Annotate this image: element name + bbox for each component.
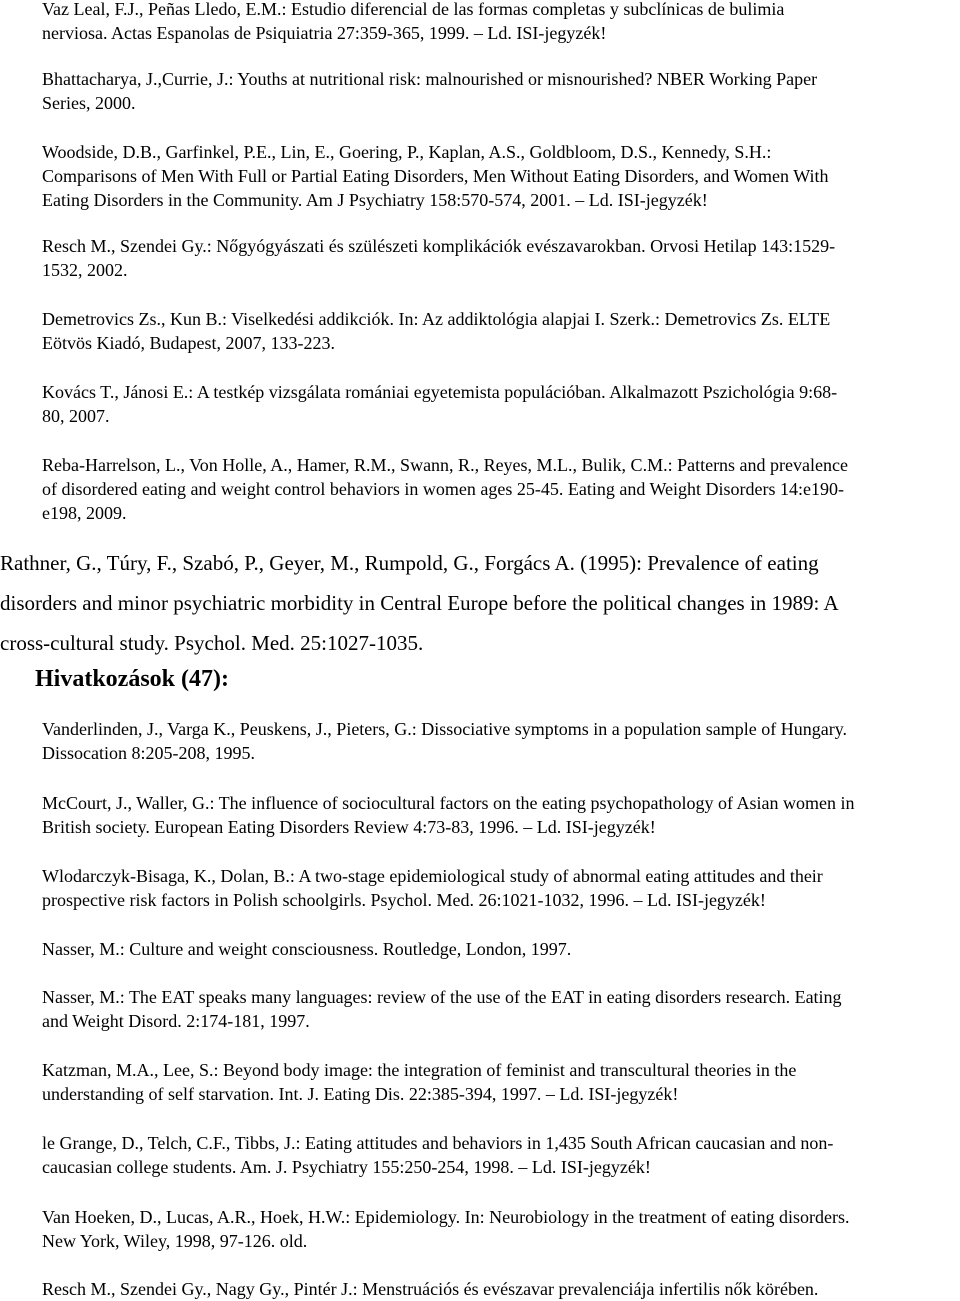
citation-line: disorders and minor psychiatric morbidity in Central Europe before the political changes in 1989: A — [0, 591, 839, 615]
reference-line: Nasser, M.: The EAT speaks many languages: review of the use of the EAT in eating disorders research. Eating — [42, 987, 842, 1007]
reference-entry — [42, 937, 960, 961]
reference-entry — [42, 1205, 960, 1253]
reference-line: le Grange, D., Telch, C.F., Tibbs, J.: Eating attitudes and behaviors in 1,435 South African caucasian and non- — [42, 1133, 834, 1153]
reference-line: Dissocation 8:205-208, 1995. — [42, 743, 255, 763]
reference-line: Vaz Leal, F.J., Peñas Lledo, E.M.: Estudio diferencial de las formas completas y subclínicas de bulimia — [42, 0, 785, 19]
reference-line: Kovács T., Jánosi E.: A testkép vizsgálata romániai egyetemista populációban. Alkalmazott Pszichológia 9:68- — [42, 382, 838, 402]
reference-line: British society. European Eating Disorders Review 4:73-83, 1996. – Ld. ISI-jegyzék! — [42, 817, 656, 837]
reference-line: Bhattacharya, J.,Currie, J.: Youths at nutritional risk: malnourished or misnourished? NBER Working Paper — [42, 69, 818, 89]
reference-line: Eötvös Kiadó, Budapest, 2007, 133-223. — [42, 333, 335, 353]
main-citation — [0, 543, 960, 663]
reference-line: Van Hoeken, D., Lucas, A.R., Hoek, H.W.: Epidemiology. In: Neurobiology in the treatment of eating disorders. — [42, 1207, 850, 1227]
reference-entry — [42, 67, 960, 115]
reference-line: Demetrovics Zs., Kun B.: Viselkedési addikciók. In: Az addiktológia alapjai I. Szerk.: Demetrovics Zs. ELTE — [42, 309, 831, 329]
reference-entry — [42, 380, 960, 428]
reference-entry — [42, 307, 960, 355]
reference-line: caucasian college students. Am. J. Psychiatry 155:250-254, 1998. – Ld. ISI-jegyzék! — [42, 1157, 651, 1177]
reference-line: Katzman, M.A., Lee, S.: Beyond body image: the integration of feminist and transcultural theories in the — [42, 1060, 797, 1080]
reference-entry — [42, 0, 960, 45]
reference-line: Vanderlinden, J., Varga K., Peuskens, J., Pieters, G.: Dissociative symptoms in a population sample of Hungary. — [42, 719, 848, 739]
reference-line: Nasser, M.: Culture and weight consciousness. Routledge, London, 1997. — [42, 939, 572, 959]
reference-line: Series, 2000. — [42, 93, 136, 113]
reference-line: 1532, 2002. — [42, 260, 128, 280]
reference-entry — [42, 864, 960, 912]
reference-entry — [42, 234, 960, 282]
reference-entry — [42, 140, 960, 212]
citation-line: cross-cultural study. Psychol. Med. 25:1027-1035. — [0, 631, 424, 655]
reference-line: Eating Disorders in the Community. Am J Psychiatry 158:570-574, 2001. – Ld. ISI-jegyzék! — [42, 190, 708, 210]
reference-entry — [42, 985, 960, 1033]
reference-line: McCourt, J., Waller, G.: The influence of sociocultural factors on the eating psychopathology of Asian women in — [42, 793, 855, 813]
reference-entry — [42, 717, 960, 765]
reference-entry — [42, 1058, 960, 1106]
reference-line: Wlodarczyk-Bisaga, K., Dolan, B.: A two-stage epidemiological study of abnormal eating attitudes and their — [42, 866, 823, 886]
reference-line: Woodside, D.B., Garfinkel, P.E., Lin, E., Goering, P., Kaplan, A.S., Goldbloom, D.S., Kennedy, S.H.: — [42, 142, 772, 162]
reference-line: e198, 2009. — [42, 503, 127, 523]
reference-line: of disordered eating and weight control behaviors in women ages 25-45. Eating and Weight Disorders 14:e190- — [42, 479, 845, 499]
reference-line: Reba-Harrelson, L., Von Holle, A., Hamer, R.M., Swann, R., Reyes, M.L., Bulik, C.M.: Patterns and prevalence — [42, 455, 848, 475]
reference-line: prospective risk factors in Polish schoolgirls. Psychol. Med. 26:1021-1032, 1996. – Ld. ISI-jegyzék! — [42, 890, 766, 910]
reference-line: New York, Wiley, 1998, 97-126. old. — [42, 1231, 308, 1251]
reference-line: Comparisons of Men With Full or Partial Eating Disorders, Men Without Eating Disorders, and Women With — [42, 166, 829, 186]
reference-line: Resch M., Szendei Gy., Nagy Gy., Pintér J.: Menstruációs és evészavar prevalenciája infertilis nők körében. — [42, 1279, 819, 1299]
reference-entry — [42, 1131, 960, 1179]
reference-entry — [42, 791, 960, 839]
citation-line: Rathner, G., Túry, F., Szabó, P., Geyer, M., Rumpold, G., Forgács A. (1995): Prevalence of eating — [0, 551, 819, 575]
reference-line: Resch M., Szendei Gy.: Nőgyógyászati és szülészeti komplikációk evészavarokban. Orvosi Hetilap 143:1529- — [42, 236, 836, 256]
reference-line: understanding of self starvation. Int. J. Eating Dis. 22:385-394, 1997. – Ld. ISI-jegyzék! — [42, 1084, 679, 1104]
reference-line: 80, 2007. — [42, 406, 110, 426]
reference-line: and Weight Disord. 2:174-181, 1997. — [42, 1011, 310, 1031]
reference-entry — [42, 453, 960, 525]
reference-line: nerviosa. Actas Espanolas de Psiquiatria 27:359-365, 1999. – Ld. ISI-jegyzék! — [42, 23, 607, 43]
reference-entry — [42, 1277, 960, 1301]
section-heading: Hivatkozások (47): — [35, 666, 229, 692]
